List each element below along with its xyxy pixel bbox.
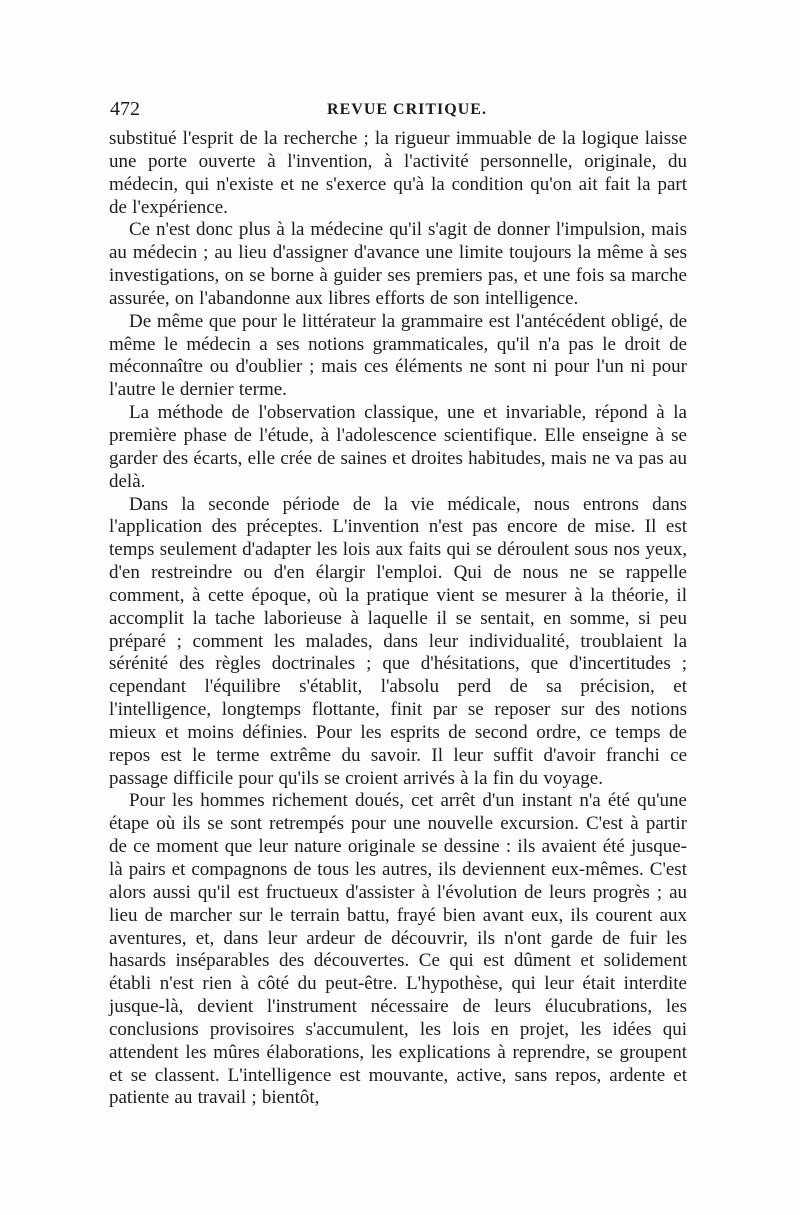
running-title: REVUE CRITIQUE. — [327, 101, 487, 118]
paragraph: La méthode de l'observation classique, une et invariable, répond à la première phase de l'étude, à l'adolescence scientifique. Elle enseigne à se garder des écarts, elle crée de saines et droites habitudes, mais ne va pas au delà. — [109, 402, 687, 492]
running-head — [110, 96, 688, 122]
paragraph: Dans la seconde période de la vie médicale, nous entrons dans l'application des préceptes. L'invention n'est pas encore de mise. Il est temps seulement d'adapter les lois aux faits qui se déroulent sous nos yeux, d'en restreindre ou d'en élargir l'emploi. Qui de nous ne se rappelle comment, à cette époque, où la pratique vient se mesurer à la théorie, il accomplit la tache laborieuse à laquelle il se sentait, en somme, si peu préparé ; comment les malades, dans leur individualité, troublaient la sérénité des règles doctrinales ; que d'hésitations, que d'incertitudes ; cependant l'équilibre s'établit, l'absolu perd de sa précision, et l'intelligence, longtemps flottante, finit par se reposer sur des notions mieux et moins définies. Pour les esprits de second ordre, ce temps de repos est le terme extrême du savoir. Il leur suffit d'avoir franchi ce passage difficile pour qu'ils se croient arrivés à la fin du voyage. — [109, 493, 687, 789]
paragraph: Pour les hommes richement doués, cet arrêt d'un instant n'a été qu'une étape où ils se sont retrempés pour une nouvelle excursion. C'est à partir de ce moment que leur nature originale se dessine : ils avaient été jusque-là pairs et compagnons de tous les autres, ils deviennent eux-mêmes. C'est alors aussi qu'il est fructueux d'assister à l'évolution de leurs progrès ; au lieu de marcher sur le terrain battu, frayé bien avant eux, ils courent aux aventures, et, dans leur ardeur de découvrir, ils n'ont garde de fuir les hasards inséparables des découvertes. Ce qui est dûment et solidement établi n'est rien à côté du peut-être. L'hypothèse, qui leur était interdite jusque-là, devient l'instrument nécessaire de leurs élucubrations, les conclusions provisoires s'accumulent, les lois en projet, les idées qui attendent les mûres élaborations, les explications à reprendre, se groupent et se classent. L'intelligence est mouvante, active, sans repos, ardente et patiente au travail ; bientôt, — [109, 790, 687, 1109]
paragraph-continued: substitué l'esprit de la recherche ; la rigueur immuable de la logique laisse une porte ouverte à l'invention, à l'activité personnelle, originale, du médecin, qui n'existe et ne s'exerce qu'à la condition qu'on ait fait la part de l'expérience. — [109, 128, 687, 218]
page-number: 472 — [110, 98, 140, 120]
body-text — [109, 128, 687, 1110]
paragraph: De même que pour le littérateur la grammaire est l'antécédent obligé, de même le médecin a ses notions grammaticales, qu'il n'a pas le droit de méconnaître ou d'oublier ; mais ces éléments ne sont ni pour l'un ni pour l'autre le dernier terme. — [109, 310, 687, 401]
paragraph: Ce n'est donc plus à la médecine qu'il s'agit de donner l'impulsion, mais au médecin ; au lieu d'assigner d'avance une limite toujours la même à ses investigations, on se borne à guider ses premiers pas, et une fois sa marche assurée, on l'abandonne aux libres efforts de son intelligence. — [109, 219, 687, 309]
